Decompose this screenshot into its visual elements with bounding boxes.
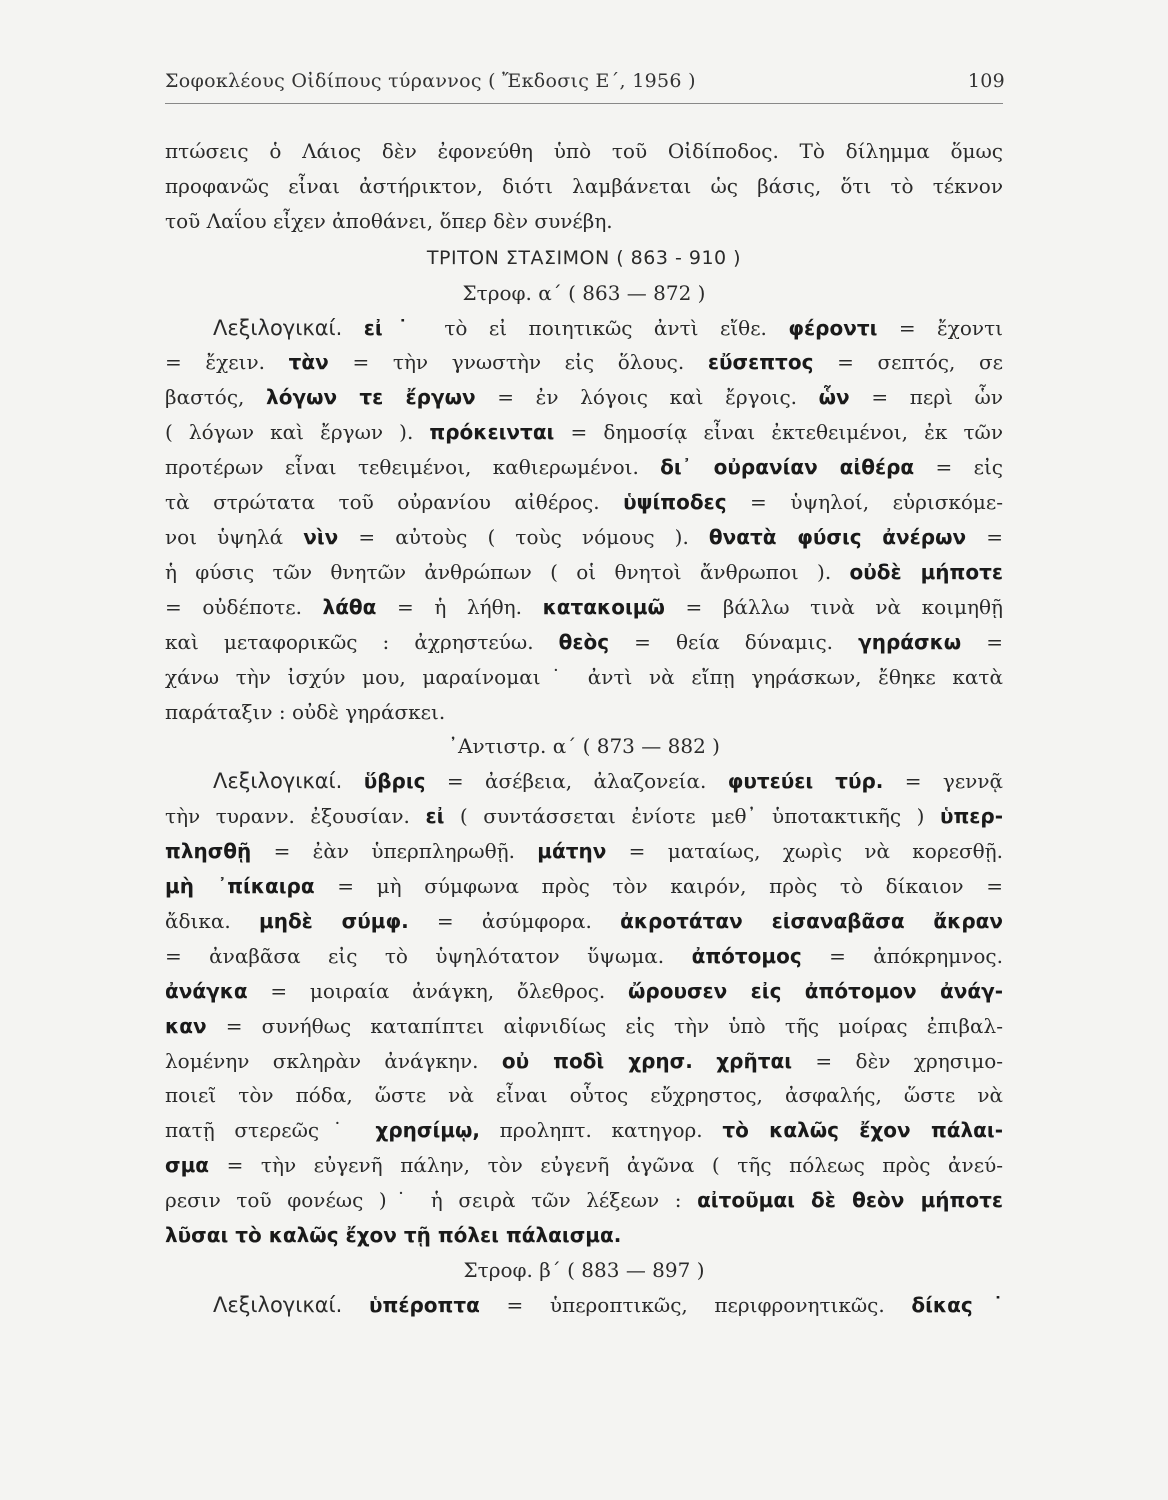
text-line: χάνω τὴν ἰσχύν μου, μαραίνομαι˙ ἀντὶ νὰ εἴπῃ γηράσκων, ἔθηκε κατὰ <box>165 664 1003 689</box>
vocabulary-label: Λεξιλογικαί. <box>213 315 343 340</box>
lemma: ὕβρις <box>363 769 426 794</box>
lemma: κατακοιμῶ <box>542 594 665 619</box>
lemma: μηδὲ σύμφ. <box>258 908 409 933</box>
lemma: σμα <box>165 1153 210 1178</box>
text-line: βαστός, λόγων τε ἔργων = ἐν λόγοις καὶ ἔργοις. ὧν = περὶ ὧν <box>165 385 1003 410</box>
strophe-heading: Στροφ. α΄ ( 863 — 872 ) <box>462 280 706 305</box>
lemma: φυτεύει τύρ. <box>727 769 884 794</box>
lemma: θνατὰ φύσις ἀνέρων <box>708 524 967 549</box>
text-line: λομένην σκληρὰν ἀνάγκην. οὐ ποδὶ χρησ. χρῆται = δὲν χρησιμο- <box>165 1048 1003 1073</box>
lemma: οὐ ποδὶ χρησ. <box>501 1048 693 1073</box>
text-line: ποιεῖ τὸν πόδα, ὥστε νὰ εἶναι οὗτος εὔχρηστος, ἀσφαλής, ὥστε νὰ <box>165 1083 1003 1108</box>
lemma: αἰτοῦμαι δὲ θεὸν μήποτε <box>697 1188 1003 1213</box>
text-line: πλησθῇ = ἐὰν ὑπερπληρωθῇ. μάτην = ματαίως, χωρὶς νὰ κορεσθῇ. <box>165 839 1003 864</box>
lemma: τὰν <box>288 350 329 375</box>
lemma: χρησίμῳ, <box>375 1118 480 1143</box>
lemma: καν <box>165 1013 207 1038</box>
text-line: ( λόγων καὶ ἔργων ). πρόκεινται = δημοσίᾳ εἶναι ἐκτεθειμένοι, ἐκ τῶν <box>165 420 1003 445</box>
lemma: μάτην <box>537 839 607 864</box>
text-line: πτώσεις ὁ Λάιος δὲν ἐφονεύθη ὑπὸ τοῦ Οἰδίποδος. Τὸ δίλημμα ὅμως <box>165 139 1003 163</box>
text-line: προφανῶς εἶναι ἀστήρικτον, διότι λαμβάνεται ὡς βάσις, ὅτι τὸ τέκνον <box>165 173 1003 198</box>
antistrophe-heading: ᾿Αντιστρ. α΄ ( 873 — 882 ) <box>448 734 720 759</box>
vocabulary-label: Λεξιλογικαί. <box>213 1292 343 1317</box>
lemma: ὧν <box>818 385 850 410</box>
vocabulary-label: Λεξιλογικαί. <box>213 769 343 794</box>
lemma: εὔσεπτος <box>707 350 814 375</box>
lemma: εἰ <box>425 804 445 829</box>
text-line: παράταξιν : οὐδὲ γηράσκει. <box>165 699 446 724</box>
lemma: ἀπότομος <box>691 943 802 968</box>
body-text <box>165 134 1003 1323</box>
text-line: = οὐδέποτε. λάθα = ἡ λήθη. κατακοιμῶ = βάλλω τινὰ νὰ κοιμηθῇ <box>165 594 1003 619</box>
page-number: 109 <box>967 70 1005 92</box>
running-header <box>165 70 1005 92</box>
text-line: καὶ μεταφορικῶς : ἀχρηστεύω. θεὸς = θεία δύναμις. γηράσκω = <box>165 629 1003 654</box>
lemma: οὐδὲ μήποτε <box>849 559 1003 584</box>
text-line: πατῇ στερεῶς˙ χρησίμῳ, προληπτ. κατηγορ. τὸ καλῶς ἔχον πάλαι- <box>165 1118 1003 1143</box>
lemma: λόγων τε ἔργων <box>266 385 476 410</box>
lemma: δι᾿ οὐρανίαν αἰθέρα <box>660 455 915 480</box>
lemma: λάθα <box>322 594 377 619</box>
text-line: ἡ φύσις τῶν θνητῶν ἀνθρώπων ( οἱ θνητοὶ ἄνθρωποι ). οὐδὲ μήποτε <box>165 559 1003 584</box>
header-divider <box>165 103 1003 104</box>
text-line: Λεξιλογικαί. ὑπέροπτα = ὑπεροπτικῶς, περιφρονητικῶς. δίκας˙ <box>213 1292 1003 1317</box>
text-line: νοι ὑψηλά νὶν = αὐτοὺς ( τοὺς νόμους ). θνατὰ φύσις ἀνέρων = <box>165 524 1003 549</box>
lemma: πρόκεινται <box>429 420 555 445</box>
lemma: ἀκροτάταν εἰσαναβᾶσα ἄκραν <box>620 908 1003 933</box>
text-line: Λεξιλογικαί. εἰ˙ τὸ εἰ ποιητικῶς ἀντὶ εἴθε. φέροντι = ἔχοντι <box>213 315 1003 340</box>
lemma: τὸ καλῶς ἔχον πάλαι- <box>722 1118 1003 1143</box>
lemma: ὑπέροπτα <box>369 1292 480 1317</box>
text-line: τὰ στρώτατα τοῦ οὐρανίου αἰθέρος. ὑψίποδες = ὑψηλοί, εὑρισκόμε- <box>165 490 1003 515</box>
lemma: μὴ ᾿πίκαιρα <box>165 874 315 899</box>
lemma: θεὸς <box>558 629 610 654</box>
lemma: φέροντι <box>788 315 878 340</box>
lemma: ὑπερ- <box>939 804 1003 829</box>
lemma: γηράσκω <box>858 629 962 654</box>
lemma: εἰ˙ <box>363 315 423 340</box>
lemma: πλησθῇ <box>165 839 252 864</box>
section-title: ΤΡΙΤΟΝ ΣΤΑΣΙΜΟΝ ( 863 - 910 ) <box>426 246 742 269</box>
lemma: νὶν <box>303 524 339 549</box>
text-line: καν = συνήθως καταπίπτει αἰφνιδίως εἰς τὴν ὑπὸ τῆς μοίρας ἐπιβαλ- <box>165 1013 1003 1038</box>
text-line: ἀνάγκα = μοιραία ἀνάγκη, ὄλεθρος. ὤρουσεν εἰς ἀπότομον ἀνάγ- <box>165 978 1003 1003</box>
text-line: = ἔχειν. τὰν = τὴν γνωστὴν εἰς ὅλους. εὔσεπτος = σεπτός, σε <box>165 350 1003 375</box>
text-line: προτέρων εἶναι τεθειμένοι, καθιερωμένοι. δι᾿ οὐρανίαν αἰθέρα = εἰς <box>165 455 1003 480</box>
text-line: = ἀναβᾶσα εἰς τὸ ὑψηλότατον ὕψωμα. ἀπότομος = ἀπόκρημνος. <box>165 943 1003 968</box>
strophe-heading: Στροφ. β΄ ( 883 — 897 ) <box>463 1258 705 1282</box>
lemma: χρῆται <box>716 1048 792 1073</box>
text-line: τοῦ Λαΐου εἶχεν ἀποθάνει, ὅπερ δὲν συνέβη. <box>165 208 613 233</box>
lemma: δίκας˙ <box>911 1292 1003 1317</box>
text-line: σμα = τὴν εὐγενῆ πάλην, τὸν εὐγενῆ ἀγῶνα ( τῆς πόλεως πρὸς ἀνεύ- <box>165 1153 1003 1178</box>
text-line: τὴν τυρανν. ἐξουσίαν. εἰ ( συντάσσεται ἐνίοτε μεθ᾿ ὑποτακτικῆς ) ὑπερ- <box>165 804 1003 829</box>
text-line <box>165 1218 1003 1253</box>
header-title: Σοφοκλέους Οἰδίπους τύραννος ( Ἔκδοσις Ε΄, 1956 ) <box>165 70 696 92</box>
text-line: μὴ ᾿πίκαιρα = μὴ σύμφωνα πρὸς τὸν καιρόν, πρὸς τὸ δίκαιον = <box>165 874 1003 899</box>
lemma: λῦσαι τὸ καλῶς ἔχον τῇ πόλει πάλαισμα. <box>165 1223 622 1248</box>
text-line: Λεξιλογικαί. ὕβρις = ἀσέβεια, ἀλαζονεία. φυτεύει τύρ. = γεννᾷ <box>213 769 1003 794</box>
text-line: ρεσιν τοῦ φονέως )˙ ἡ σειρὰ τῶν λέξεων : αἰτοῦμαι δὲ θεὸν μήποτε <box>165 1188 1003 1213</box>
lemma: ὑψίποδες <box>623 490 727 515</box>
lemma: ὤρουσεν εἰς ἀπότομον ἀνάγ- <box>628 978 1003 1003</box>
lemma: ἀνάγκα <box>165 978 248 1003</box>
text-line: ἄδικα. μηδὲ σύμφ. = ἀσύμφορα. ἀκροτάταν εἰσαναβᾶσα ἄκραν <box>165 908 1003 933</box>
